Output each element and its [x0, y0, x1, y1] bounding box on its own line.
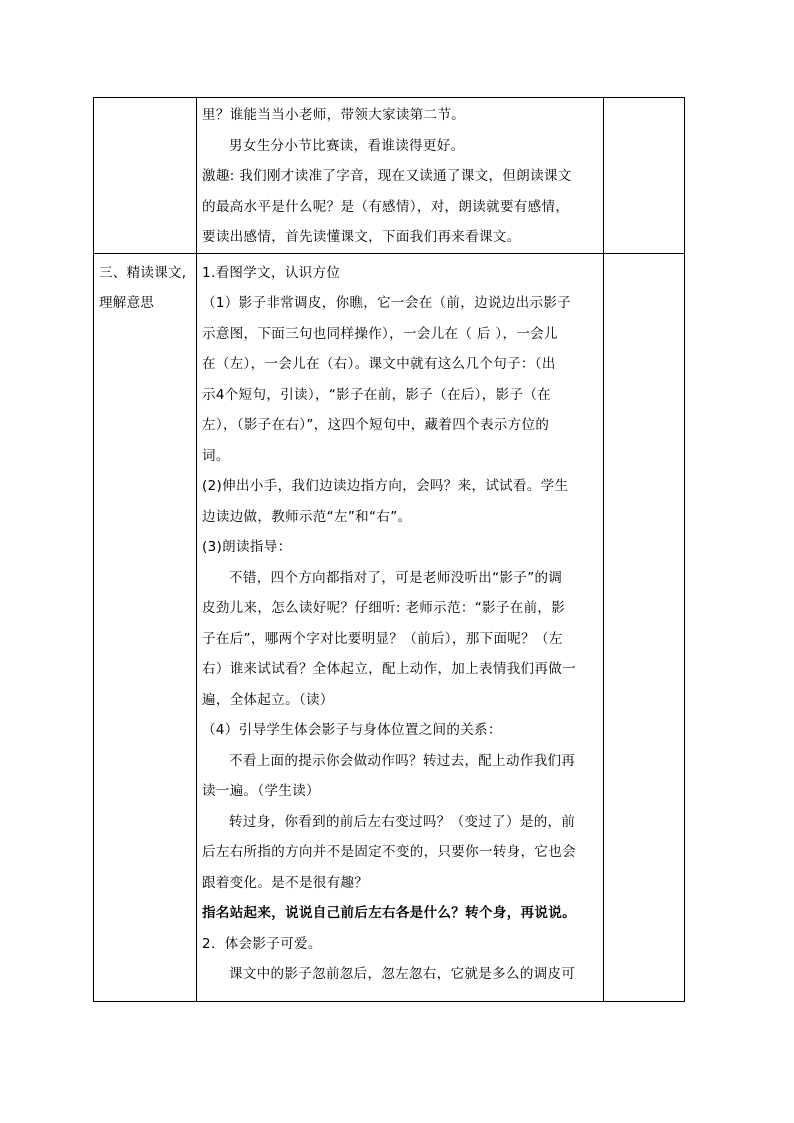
note-cell: [604, 98, 685, 254]
text-line: 跟着变化。是不是很有趣？: [202, 874, 369, 891]
text-line: 课文中的影子忽前忽后，忽左忽右，它就是多么的调皮可: [229, 966, 576, 982]
text-line: 左），（影子在右）”，这四个短句中，藏着四个表示方位的: [202, 417, 550, 433]
text-line: 不错，四个方向都指对了，可是老师没听出“影子”的调: [229, 569, 563, 586]
text-line: (2)伸出小手，我们边读边指方向，会吗？来，试试看。学生: [202, 478, 569, 494]
text-line: 转过身，你看到的前后左右变过吗？（变过了）是的，前: [229, 813, 576, 830]
text-line: 示4个短句，引读），“影子在前，影子（在后），影子（在: [202, 386, 552, 403]
table-row: [94, 253, 685, 1001]
note-text: [604, 98, 684, 102]
text-line: 词。: [202, 447, 230, 464]
note-cell: [604, 253, 685, 1001]
stage-label: [94, 254, 196, 318]
stage-label-line: 三、精读课文,: [99, 264, 187, 281]
text-line: 1.看图学文，认识方位: [202, 264, 341, 281]
text-line: 的最高水平是什么呢？是（有感情），对，朗读就要有感情，: [202, 198, 570, 215]
content-cell: [197, 253, 604, 1001]
text-line: 2．体会影子可爱。: [202, 935, 322, 952]
text-line: 要读出感情，首先读懂课文，下面我们再来看课文。: [202, 229, 521, 245]
text-line: （4）引导学生体会影子与身体位置之间的关系：: [202, 722, 502, 738]
text-line: （1）影子非常调皮，你瞧，它一会在（前，边说边出示影子: [202, 295, 572, 311]
table-row: [94, 98, 685, 254]
text-line: 读一遍。（学生读）: [202, 783, 320, 799]
text-line: 男女生分小节比赛读，看谁读得更好。: [229, 137, 465, 154]
text-line: 子在后”，哪两个字对比要明显？（前后），那下面呢？（左: [202, 630, 563, 647]
stage-cell: [94, 253, 197, 1001]
note-text: [604, 254, 684, 258]
text-line: 激趣: 我们刚才读准了字音，现在又读通了课文，但朗读课文: [202, 168, 572, 184]
stage-label-line: 理解意思: [99, 294, 155, 311]
text-line: 指名站起来，说说自己前后左右各是什么？转个身，再说说。: [202, 905, 576, 921]
text-line: (3)朗读指导：: [202, 539, 292, 555]
text-line: 后左右所指的方向并不是固定不变的，只要你一转身，它也会: [202, 844, 576, 860]
stage-cell: [94, 98, 197, 254]
content-cell: [197, 98, 604, 254]
text-line: 右）谁来试试看？全体起立，配上动作，加上表情我们再做一: [202, 661, 576, 677]
text-line: 遍，全体起立。（读）: [202, 691, 334, 708]
stage-label: [94, 98, 196, 102]
text-line: 边读边做，教师示范“左”和“右”。: [202, 508, 412, 525]
text-line: 里？谁能当当小老师，带领大家读第二节。: [202, 107, 466, 123]
text-line: 不看上面的提示你会做动作吗？转过去，配上动作我们再: [229, 752, 576, 769]
text-line: 示意图，下面三句也同样操作），一会儿在（ 后 ），一会儿: [202, 325, 558, 342]
text-line: 皮劲儿来，怎么读好呢？仔细听: 老师示范：“影子在前，影: [202, 600, 566, 616]
text-line: 在（左），一会儿在（右）。课文中就有这么几个句子：（出: [202, 356, 556, 372]
lesson-plan-table: [93, 97, 685, 1002]
content-text: [197, 254, 603, 990]
content-text: [197, 98, 603, 253]
